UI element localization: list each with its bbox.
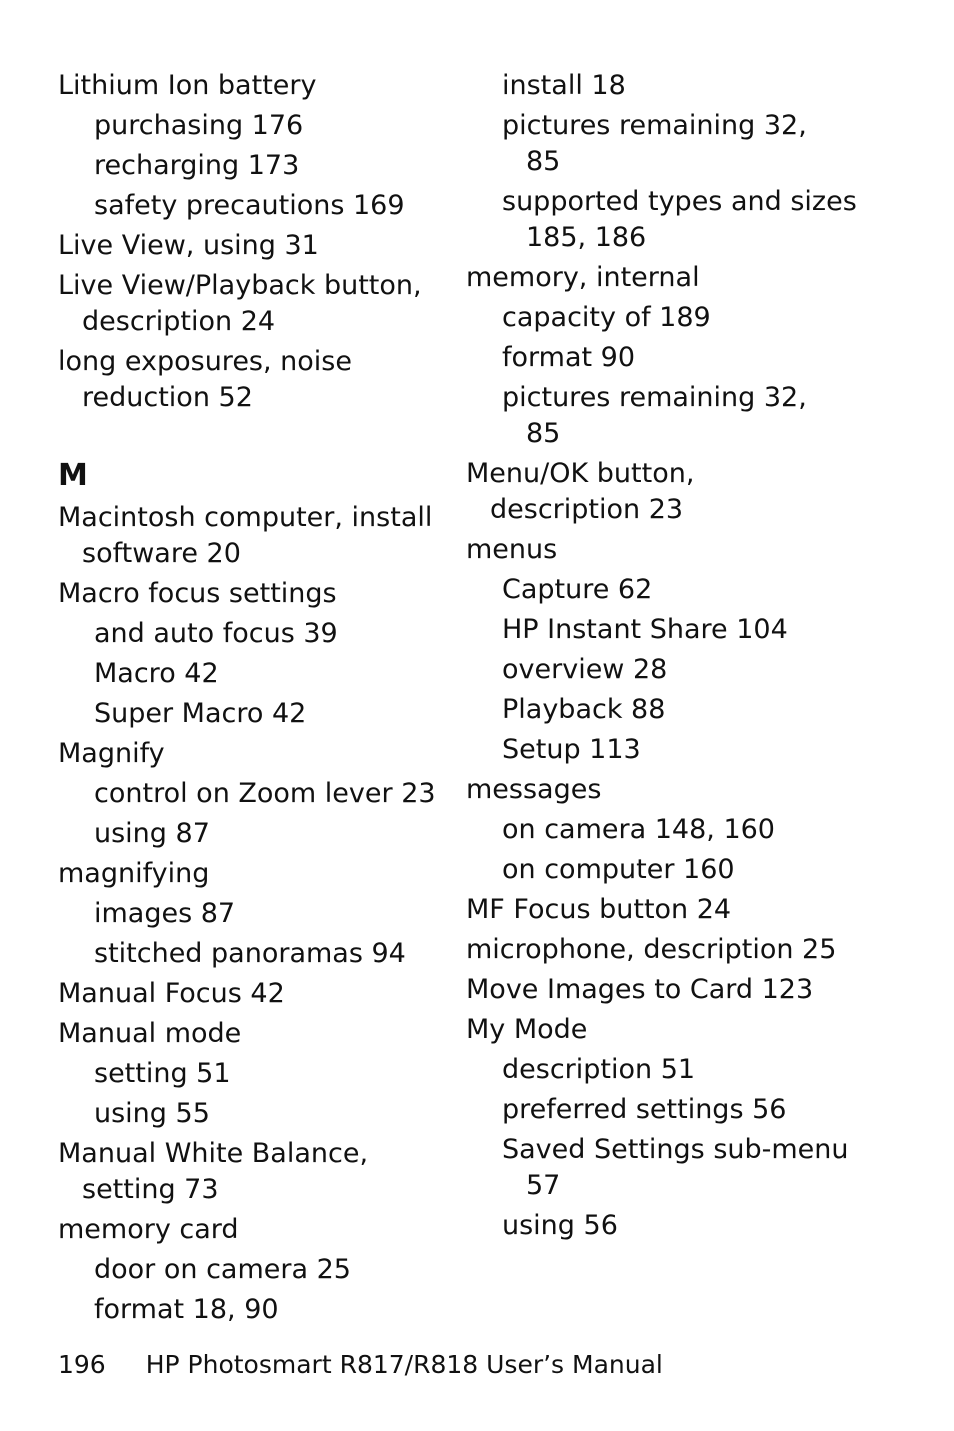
index-entry-continuation: description 24 [82, 306, 276, 337]
index-subentry: Macro 42 [94, 658, 219, 689]
index-entry: Live View/Playback button, [58, 270, 422, 301]
index-entry: Manual White Balance, [58, 1138, 369, 1169]
index-subentry: recharging 173 [94, 150, 300, 181]
index-subentry-continuation: 185, 186 [526, 222, 647, 253]
index-subentry: capacity of 189 [502, 302, 711, 333]
index-subentry: Playback 88 [502, 694, 666, 725]
index-subentry: setting 51 [94, 1058, 231, 1089]
index-entry: messages [466, 774, 602, 805]
index-subentry: overview 28 [502, 654, 668, 685]
index-subentry: Saved Settings sub-menu [502, 1134, 849, 1165]
index-subentry: using 87 [94, 818, 210, 849]
index-entry: Macintosh computer, install [58, 502, 433, 533]
index-entry: Menu/OK button, [466, 458, 695, 489]
index-subentry: HP Instant Share 104 [502, 614, 788, 645]
index-entry-continuation: software 20 [82, 538, 241, 569]
index-subentry: Capture 62 [502, 574, 653, 605]
index-subentry-continuation: 57 [526, 1170, 561, 1201]
index-column-left [58, 68, 438, 1328]
index-entry-continuation: setting 73 [82, 1174, 219, 1205]
index-subentry: install 18 [502, 70, 626, 101]
page-footer [58, 1348, 663, 1382]
index-section-letter: M [58, 458, 88, 493]
index-subentry: pictures remaining 32, [502, 382, 807, 413]
index-subentry: and auto focus 39 [94, 618, 338, 649]
index-subentry: Super Macro 42 [94, 698, 307, 729]
index-subentry: pictures remaining 32, [502, 110, 807, 141]
index-subentry: safety precautions 169 [94, 190, 405, 221]
index-subentry: control on Zoom lever 23 [94, 778, 436, 809]
index-entry: Lithium Ion battery [58, 70, 317, 101]
index-entry: Move Images to Card 123 [466, 974, 814, 1005]
index-subentry: images 87 [94, 898, 236, 929]
index-subentry: on computer 160 [502, 854, 735, 885]
index-subentry: format 18, 90 [94, 1294, 279, 1325]
index-entry-continuation: reduction 52 [82, 382, 253, 413]
index-entry: memory card [58, 1214, 239, 1245]
manual-title: HP Photosmart R817/R818 User’s Manual [145, 1350, 663, 1379]
index-subentry: using 56 [502, 1210, 618, 1241]
index-subentry: stitched panoramas 94 [94, 938, 406, 969]
index-entry: long exposures, noise [58, 346, 352, 377]
index-subentry-continuation: 85 [526, 418, 561, 449]
index-entry: menus [466, 534, 558, 565]
index-entry: Manual mode [58, 1018, 242, 1049]
index-subentry: on camera 148, 160 [502, 814, 775, 845]
index-subentry-continuation: 85 [526, 146, 561, 177]
index-entry: MF Focus button 24 [466, 894, 732, 925]
index-subentry: supported types and sizes [502, 186, 857, 217]
index-entry: microphone, description 25 [466, 934, 837, 965]
index-entry: My Mode [466, 1014, 588, 1045]
index-entry: Magnify [58, 738, 165, 769]
index-entry-continuation: description 23 [490, 494, 684, 525]
index-entry: magnifying [58, 858, 210, 889]
index-entry: memory, internal [466, 262, 700, 293]
index-subentry: purchasing 176 [94, 110, 304, 141]
index-subentry: using 55 [94, 1098, 210, 1129]
index-subentry: preferred settings 56 [502, 1094, 787, 1125]
index-subentry: door on camera 25 [94, 1254, 351, 1285]
index-entry: Live View, using 31 [58, 230, 319, 261]
index-subentry: format 90 [502, 342, 636, 373]
index-entry: Macro focus settings [58, 578, 337, 609]
page-number: 196 [58, 1350, 106, 1379]
index-column-right [466, 68, 866, 1244]
index-entry: Manual Focus 42 [58, 978, 285, 1009]
index-subentry: Setup 113 [502, 734, 641, 765]
index-subentry: description 51 [502, 1054, 696, 1085]
